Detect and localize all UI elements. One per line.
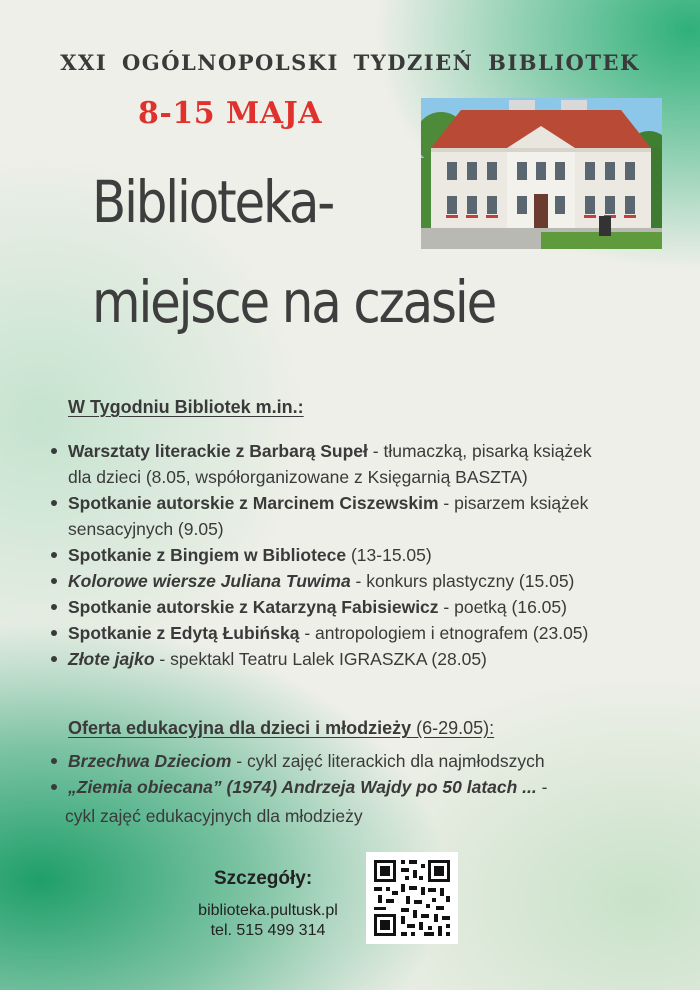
event-title: Spotkanie autorskie z Marcinem Ciszewskim: [68, 493, 439, 513]
event-dates: 8-15 MAJA: [138, 96, 322, 131]
event-title: Spotkanie autorskie z Katarzyną Fabisiewicz: [68, 597, 439, 617]
event-desc: - poetką (16.05): [438, 597, 567, 617]
event-title: Kolorowe wiersze Juliana Tuwima: [68, 571, 351, 591]
edu-desc-cont: cykl zajęć edukacyjnych dla młodzieży: [65, 806, 363, 826]
event-item: [48, 490, 678, 542]
event-item: [48, 646, 678, 672]
phone-number: tel. 515 499 314: [210, 922, 326, 939]
edu-heading-dates: (6-29.05):: [411, 718, 495, 738]
event-title: Złote jajko: [68, 649, 155, 669]
events-heading: W Tygodniu Bibliotek m.in.:: [68, 397, 304, 417]
edu-heading: [68, 718, 494, 739]
event-item: [48, 594, 678, 620]
edu-desc: - cykl zajęć literackich dla najmłodszych: [231, 751, 545, 771]
edu-item: [48, 774, 678, 800]
library-building-photo: [421, 98, 662, 249]
event-supertitle: XXI OGÓLNOPOLSKI TYDZIEŃ BIBLIOTEK: [60, 50, 640, 75]
events-list: [48, 438, 678, 672]
edu-item: [48, 748, 678, 774]
event-item: [48, 542, 678, 568]
event-item: [48, 620, 678, 646]
event-desc: - tłumaczką, pisarką książek: [367, 441, 592, 461]
event-title: Spotkanie z Edytą Łubińską: [68, 623, 300, 643]
website-link[interactable]: biblioteka.pultusk.pl: [198, 902, 338, 919]
title-line-1: Biblioteka-: [92, 168, 334, 236]
event-desc-cont: sensacyjnych (9.05): [68, 519, 224, 539]
event-item: [48, 568, 678, 594]
event-desc: - antropologiem i etnografem (23.05): [299, 623, 589, 643]
event-desc-cont: dla dzieci (8.05, współorganizowane z Księgarnią BASZTA): [68, 467, 528, 487]
edu-title: „Ziemia obiecana” (1974) Andrzeja Wajdy po 50 latach ...: [68, 777, 537, 797]
edu-desc: -: [536, 777, 548, 797]
event-title: Warsztaty literackie z Barbarą Supeł: [68, 441, 368, 461]
event-title: Spotkanie z Bingiem w Bibliotece: [68, 545, 347, 565]
edu-heading-title: Oferta edukacyjna dla dzieci i młodzieży: [68, 718, 412, 738]
event-desc: (13-15.05): [346, 545, 432, 565]
edu-title: Brzechwa Dzieciom: [68, 751, 232, 771]
event-desc: - konkurs plastyczny (15.05): [350, 571, 575, 591]
event-desc: - pisarzem książek: [438, 493, 589, 513]
event-desc: - spektakl Teatru Lalek IGRASZKA (28.05): [154, 649, 487, 669]
title-line-2: miejsce na czasie: [92, 268, 496, 336]
edu-list: [48, 748, 678, 800]
details-label: Szczegóły:: [214, 868, 313, 889]
event-item: [48, 438, 678, 490]
qr-code[interactable]: [366, 852, 458, 944]
